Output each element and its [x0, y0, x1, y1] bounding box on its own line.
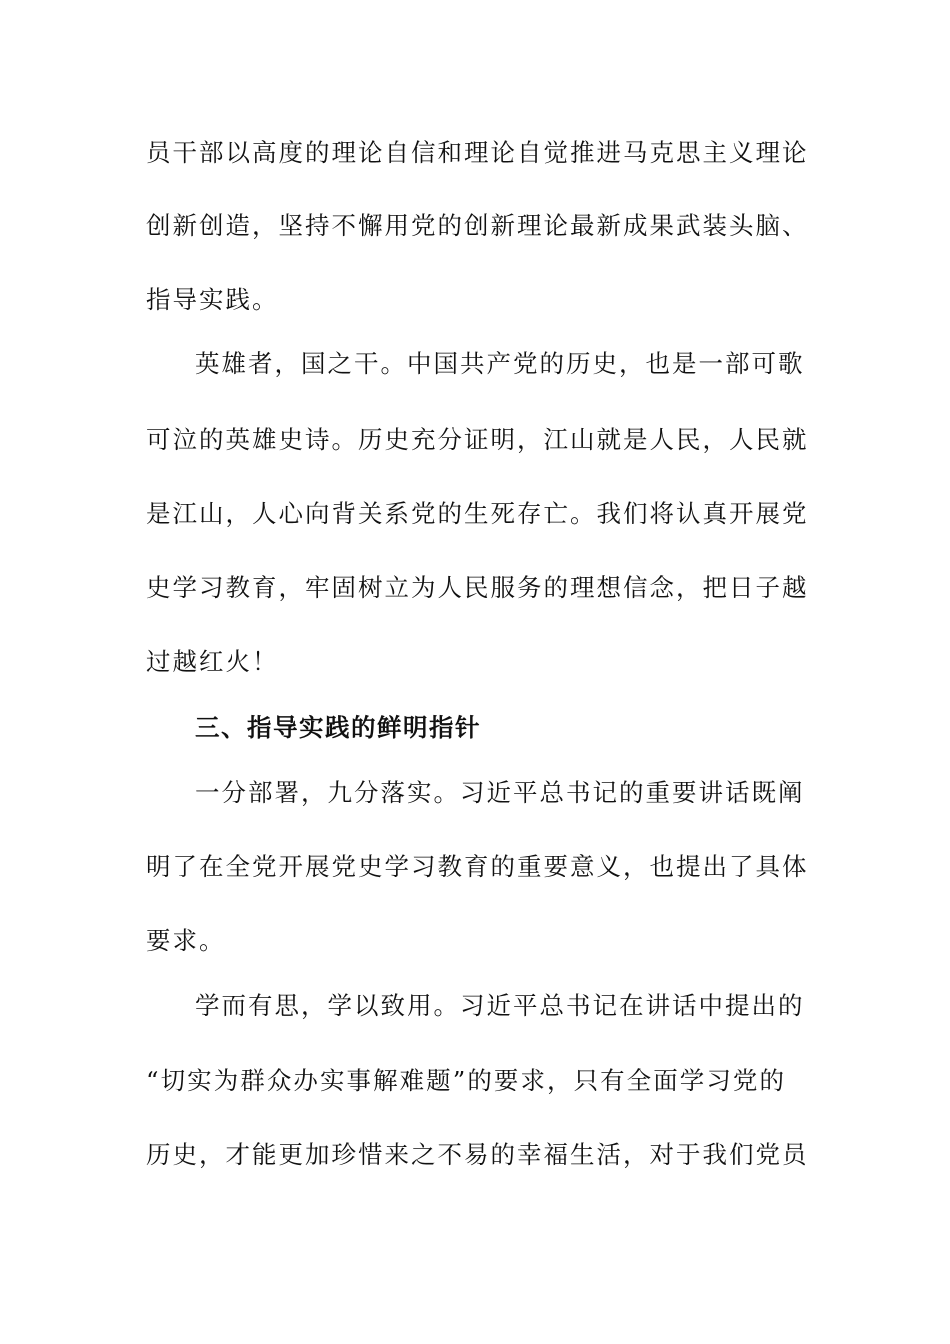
paragraph-line: 史学习教育，牢固树立为人民服务的理想信念，把日子越 — [146, 573, 809, 602]
paragraph-line: 创新创造，坚持不懈用党的创新理论最新成果武装头脑、 — [146, 211, 809, 240]
paragraph-line: 一分部署，九分落实。习近平总书记的重要讲话既阐 — [195, 778, 805, 807]
paragraph-line: 要求。 — [146, 926, 226, 955]
section-heading: 三、指导实践的鲜明指针 — [195, 713, 481, 742]
paragraph-line: 明了在全党开展党史学习教育的重要意义，也提出了具体 — [146, 852, 809, 881]
paragraph-line: 指导实践。 — [146, 285, 279, 314]
paragraph-line: 是江山，人心向背关系党的生死存亡。我们将认真开展党 — [146, 499, 809, 528]
paragraph-line: 英雄者，国之干。中国共产党的历史，也是一部可歌 — [195, 349, 805, 378]
paragraph-line: 历史，才能更加珍惜来之不易的幸福生活，对于我们党员 — [146, 1140, 809, 1169]
paragraph-line: “切实为群众办实事解难题”的要求，只有全面学习党的 — [146, 1066, 786, 1095]
paragraph-line: 员干部以高度的理论自信和理论自觉推进马克思主义理论 — [146, 138, 809, 167]
paragraph-line: 学而有思，学以致用。习近平总书记在讲话中提出的 — [195, 991, 805, 1020]
paragraph-line: 可泣的英雄史诗。历史充分证明，江山就是人民，人民就 — [146, 425, 809, 454]
paragraph-line: 过越红火！ — [146, 647, 279, 676]
